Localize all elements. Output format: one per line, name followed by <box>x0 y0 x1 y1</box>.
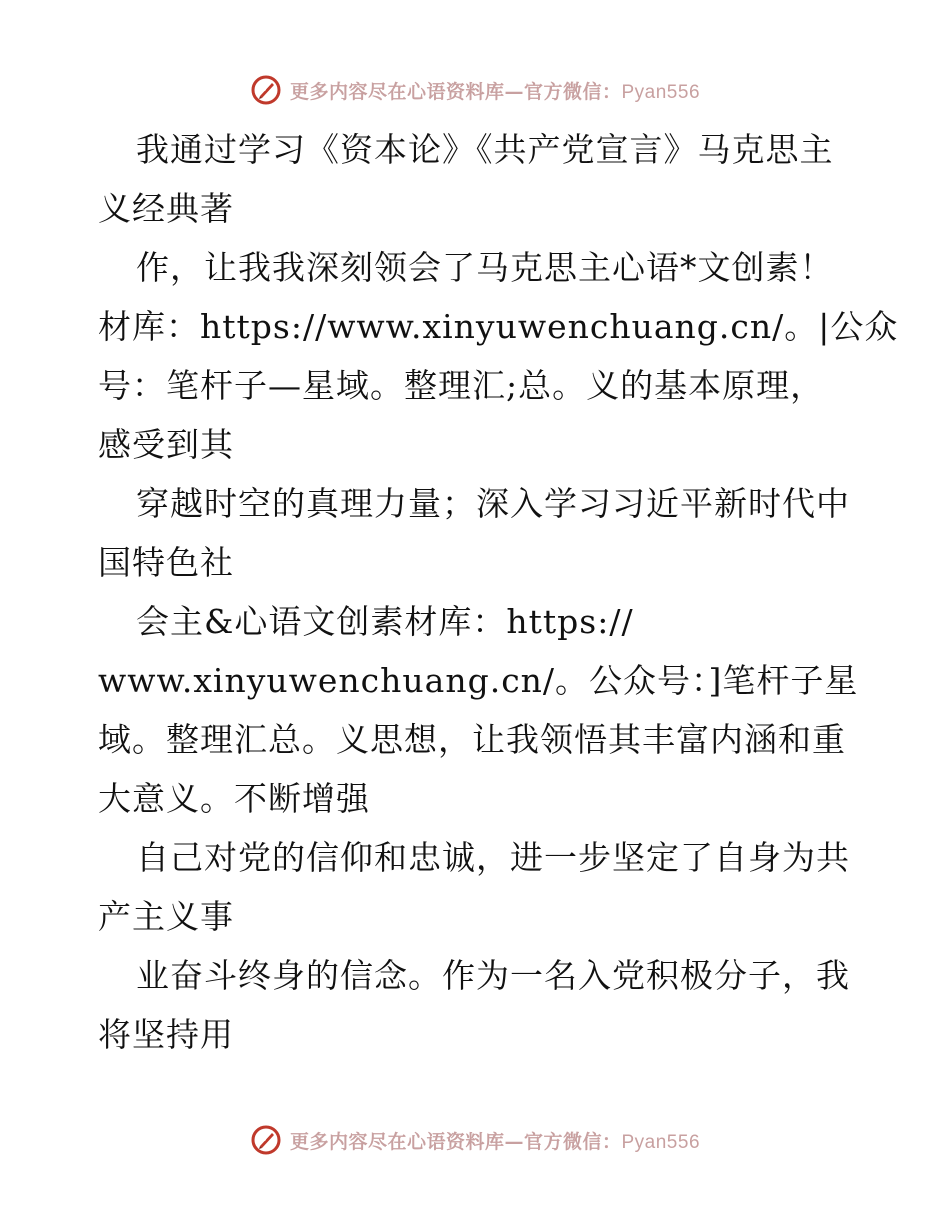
body-line: 义经典著 <box>98 189 234 228</box>
body-line: www.xinyuwenchuang.cn/。公众号：]笔杆子星 <box>98 661 859 700</box>
body-line: 我通过学习《资本论》《共产党宣言》马克思主 <box>136 130 834 169</box>
body-line: 号：笔杆子—星域。整理汇;总。义的基本原理， <box>98 366 825 405</box>
header-banner-label: 更多内容尽在心语资料库—官方微信： <box>289 80 622 103</box>
header-banner-text <box>290 77 700 104</box>
body-line: 作，让我我深刻领会了马克思主心语*文创素！ <box>136 248 834 287</box>
body-line: 国特色社 <box>98 543 234 582</box>
body-line: 域。整理汇总。义思想，让我领悟其丰富内涵和重 <box>98 720 846 759</box>
body-line: 自己对党的信仰和忠诚，进一步坚定了自身为共 <box>136 838 850 877</box>
body-line: 材库：https://www.xinyuwenchuang.cn/。|公众 <box>98 307 899 346</box>
body-line: 感受到其 <box>98 425 234 464</box>
body-line: 穿越时空的真理力量；深入学习习近平新时代中 <box>136 484 850 523</box>
header-banner <box>0 70 950 110</box>
body-line: 产主义事 <box>98 897 234 936</box>
body-line: 将坚持用 <box>98 1015 234 1054</box>
footer-banner <box>0 1120 950 1160</box>
body-line: 大意义。不断增强 <box>98 779 370 818</box>
pen-logo-icon <box>250 74 282 106</box>
body-line: 会主&心语文创素材库：https:// <box>136 602 634 641</box>
document-body <box>98 120 899 1064</box>
body-line: 业奋斗终身的信念。作为一名入党积极分子，我 <box>136 956 850 995</box>
pen-logo-icon <box>250 1124 282 1156</box>
footer-banner-text <box>290 1127 700 1154</box>
footer-banner-label: 更多内容尽在心语资料库—官方微信： <box>289 1130 622 1153</box>
footer-wechat-id: Pyan556 <box>621 1131 701 1153</box>
header-wechat-id: Pyan556 <box>621 81 701 103</box>
